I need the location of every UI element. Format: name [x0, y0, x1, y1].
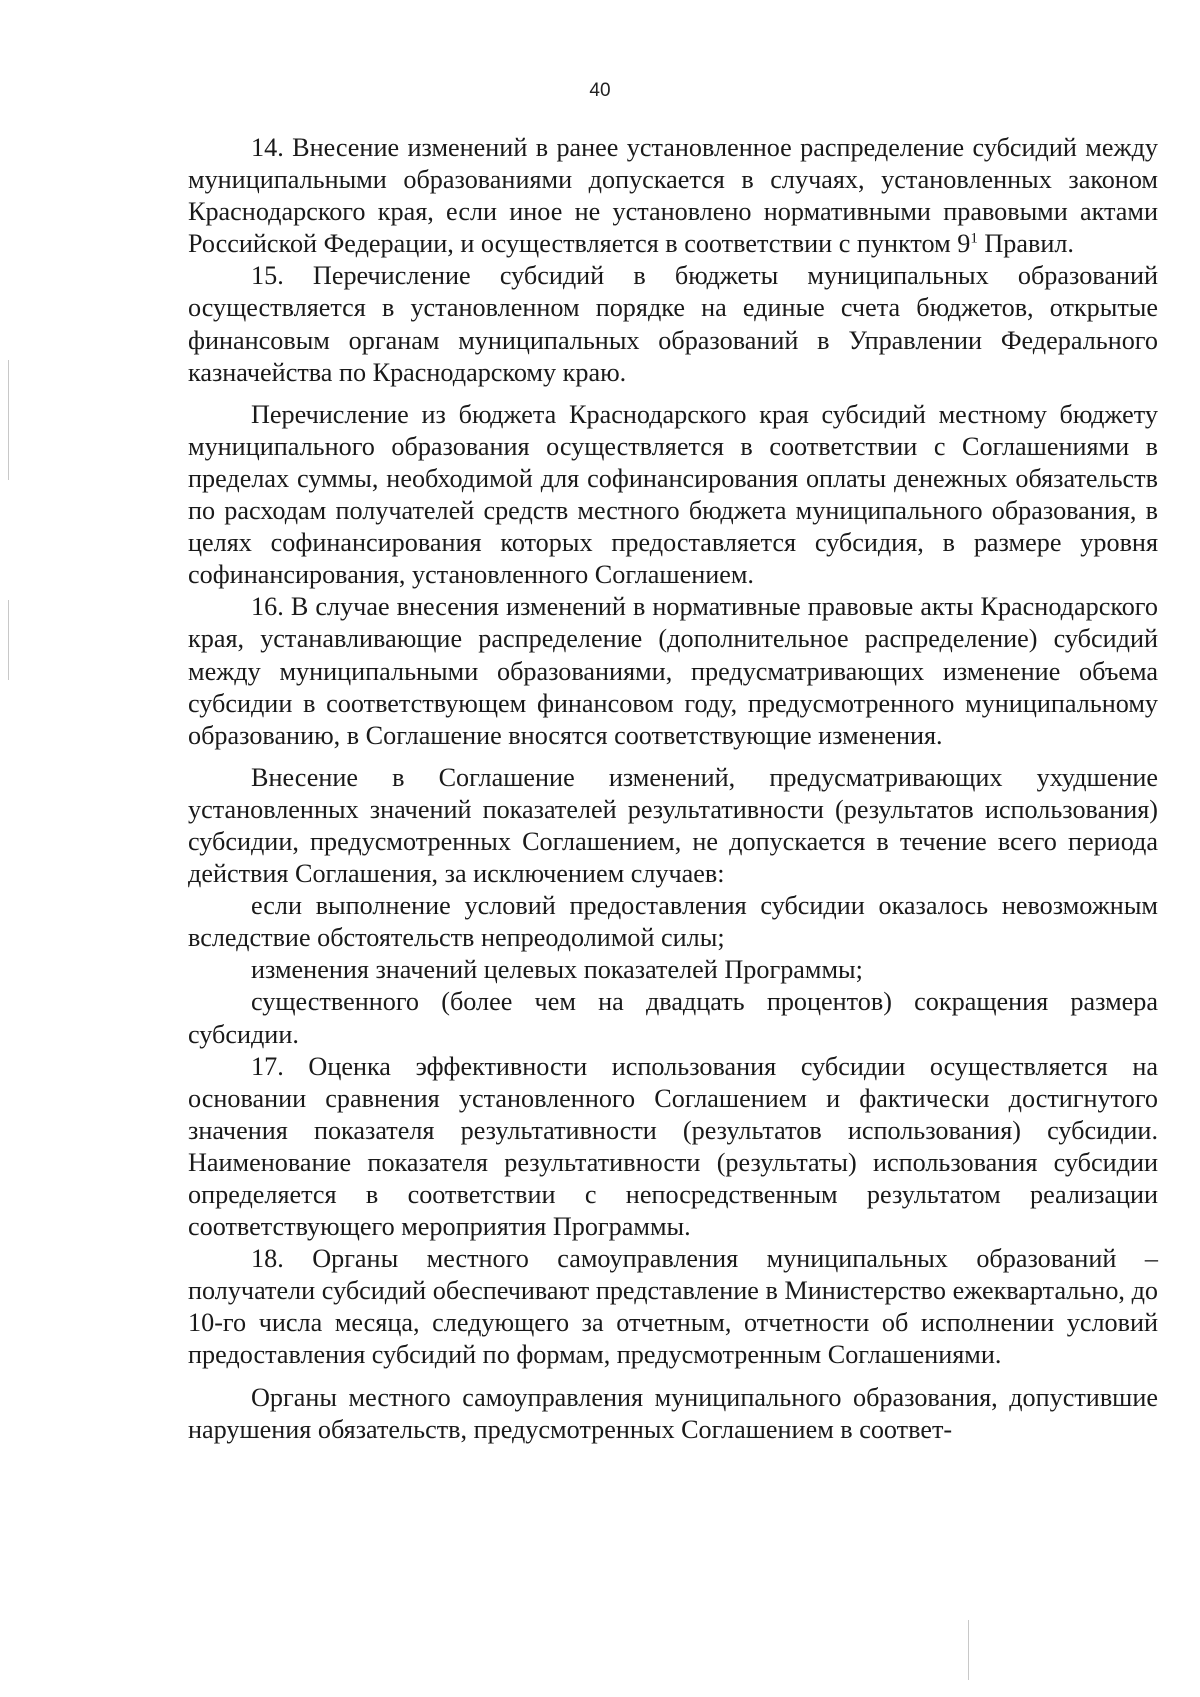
paragraph-16: 16. В случае внесения изменений в нормативные правовые акты Краснодарского края, устанавливающие распределение (дополнительное распределение) субсидий между муниципальными образованиями, предусматривающих изменение объема субсидии в соответствующем финансовом году, предусмотренного муниципальному образованию, в Соглашение вносятся соответствующие изменения. [188, 592, 1158, 750]
paragraph-14-text: 14. Внесение изменений в ранее установленное распределение субсидий между муниципальными образованиями допускается в случаях, установленных законом Краснодарского края, если иное не установлено нормативными правовыми актами Российской Федерации, и осуществляется в соответствии с пунктом 9 [188, 133, 1158, 259]
exception-item: существенного (более чем на двадцать процентов) сокращения размера субсидии. [188, 987, 1158, 1049]
exception-item: изменения значений целевых показателей Программы; [251, 955, 863, 985]
exception-item: если выполнение условий предоставления субсидии оказалось невозможным вследствие обстоятельств непреодолимой силы; [188, 891, 1158, 953]
paragraph-transfer: Перечисление из бюджета Краснодарского края субсидий местному бюджету муниципального образования осуществляется в соответствии с Соглашениями в пределах суммы, необходимой для софинансирования оплаты денежных обязательств по расходам получателей средств местного бюджета муниципального образования, в целях софинансирования которых предоставляется субсидия, в размере уровня софинансирования, установленного Соглашением. [188, 399, 1158, 590]
paragraph-17: 17. Оценка эффективности использования субсидии осуществляется на основании сравнения установленного Соглашением и фактически достигнутого значения показателя результативности (результатов использования) субсидии. Наименование показателя результативности (результаты) использования субсидии определяется в соответствии с непосредственным результатом реализации соответствующего мероприятия Программы. [188, 1051, 1158, 1242]
paragraph-15: 15. Перечисление субсидий в бюджеты муниципальных образований осуществляется в установленном порядке на единые счета бюджетов, открытые финансовым органам муниципальных образований в Управлении Федерального казначейства по Краснодарскому краю. [188, 261, 1158, 387]
paragraph-14 [188, 132, 1158, 260]
paragraph-amendment: Внесение в Соглашение изменений, предусматривающих ухудшение установленных значений показателей результативности (результатов использования) субсидии, предусмотренных Соглашением, не допускается в течение всего периода действия Соглашения, за исключением случаев: [188, 762, 1158, 889]
page-number: 40 [589, 80, 611, 101]
document-body [188, 132, 1158, 1446]
scan-edge-mark [8, 360, 9, 480]
scan-edge-mark [8, 600, 9, 680]
scan-edge-mark [968, 1620, 969, 1680]
paragraph-violations: Органы местного самоуправления муниципального образования, допустившие нарушения обязательств, предусмотренных Соглашением в соответ- [188, 1382, 1158, 1444]
paragraph-14-tail: Правил. [977, 229, 1074, 259]
footnote-superscript: 1 [970, 230, 978, 247]
paragraph-18: 18. Органы местного самоуправления муниципальных образований – получатели субсидий обеспечивают представление в Министерство ежеквартально, до 10-го числа месяца, следующего за отчетным, отчетности об исполнении условий предоставления субсидий по формам, предусмотренным Соглашениями. [188, 1244, 1158, 1370]
